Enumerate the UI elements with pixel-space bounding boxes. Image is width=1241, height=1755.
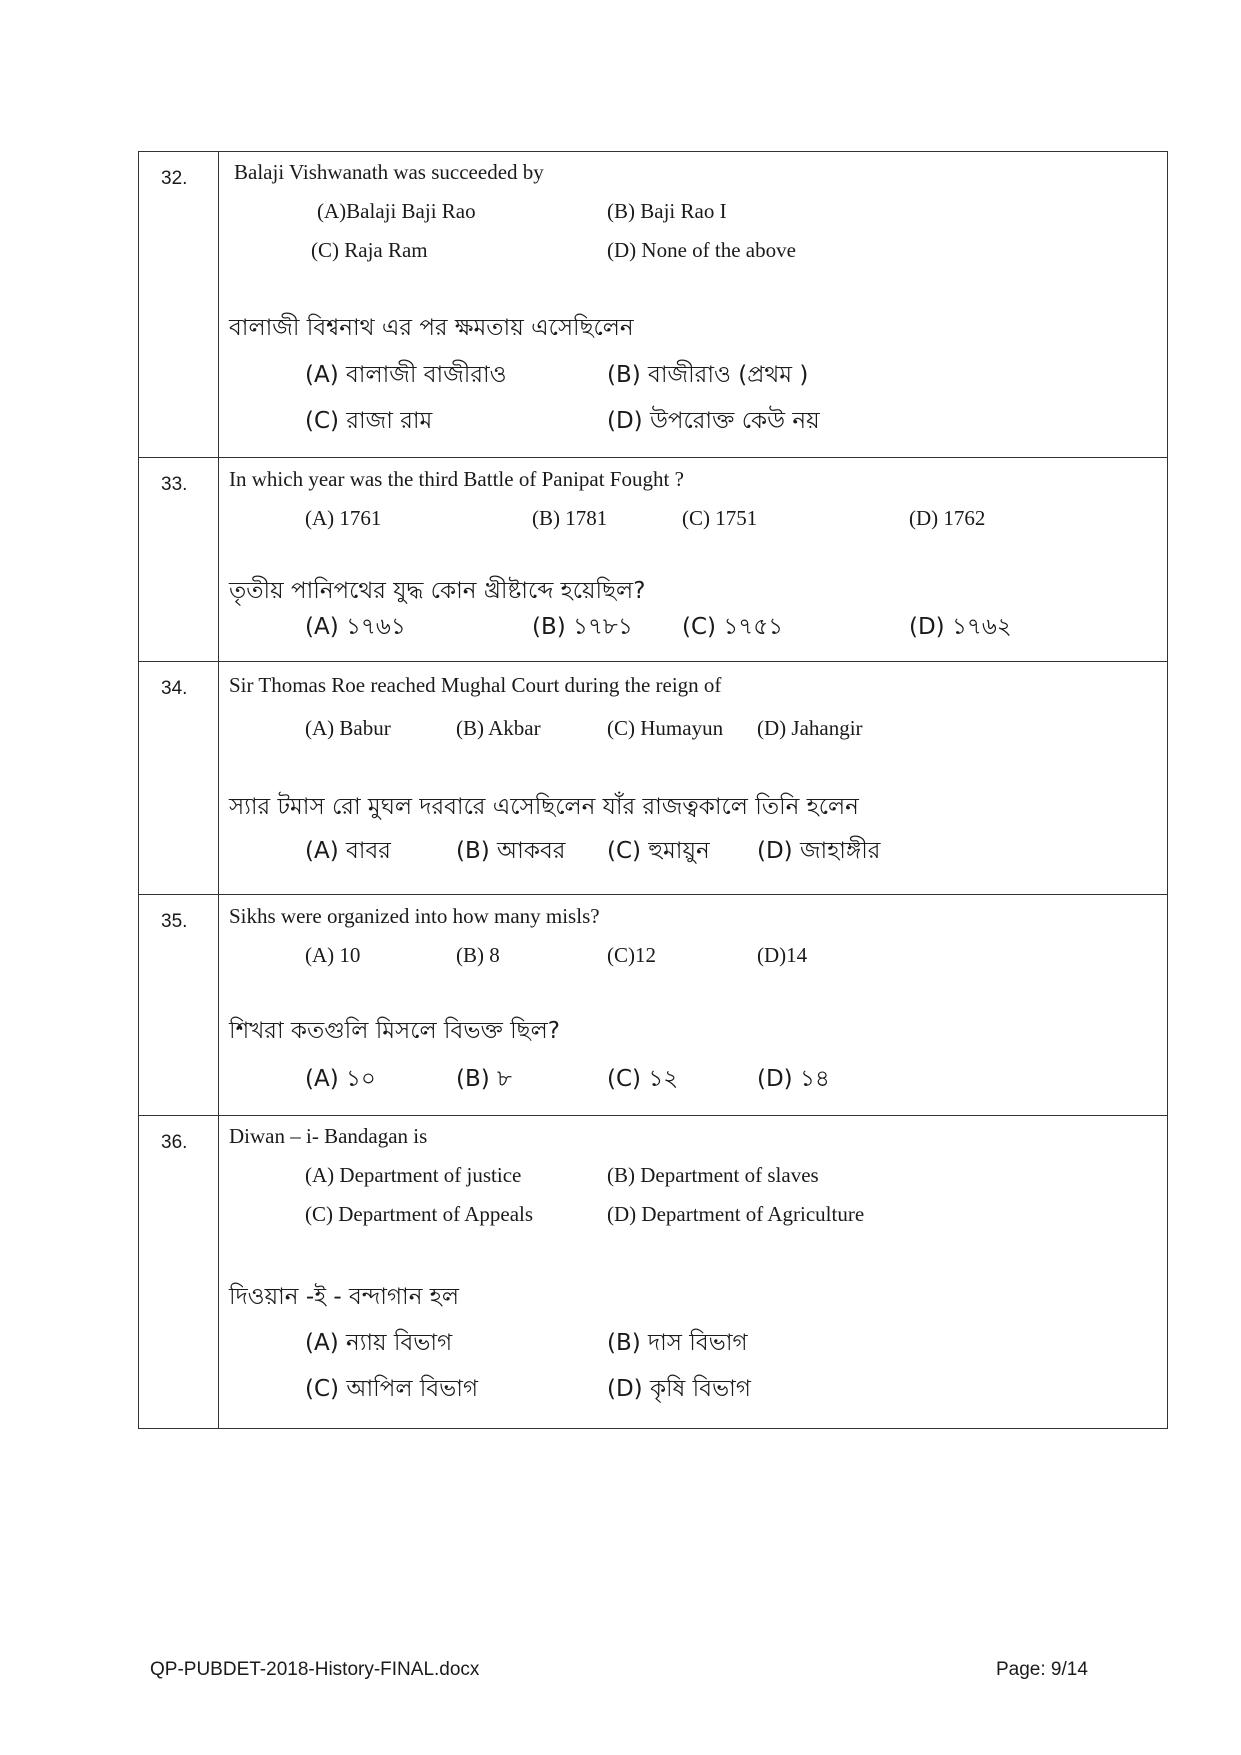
question-row — [139, 895, 1168, 1116]
question-row — [139, 458, 1168, 662]
option-c-bn: (C) রাজা রাম — [305, 408, 433, 434]
question-row — [139, 662, 1168, 895]
option-c-bn: (C) আপিল বিভাগ — [305, 1376, 479, 1402]
question-row — [139, 1116, 1168, 1429]
question-text-en: Sir Thomas Roe reached Mughal Court during the reign of — [229, 673, 722, 697]
option-c-en: (C) Raja Ram — [311, 238, 428, 262]
option-a-en: (A)Balaji Baji Rao — [317, 199, 476, 223]
question-text-bn: শিখরা কতগুলি মিসলে বিভক্ত ছিল? — [229, 1018, 560, 1044]
option-c-en: (C) 1751 — [682, 506, 758, 530]
option-d-en: (D) 1762 — [909, 506, 986, 530]
question-body — [219, 1116, 1168, 1429]
option-a-bn: (A) ১০ — [305, 1066, 376, 1092]
option-c-bn: (C) ১২ — [607, 1066, 679, 1092]
question-number: 33. — [139, 458, 219, 662]
footer-page-number: Page: 9/14 — [996, 1659, 1088, 1680]
question-number: 32. — [139, 152, 219, 458]
option-b-en: (B) Akbar — [456, 716, 541, 740]
option-a-en: (A) 10 — [305, 943, 361, 967]
option-d-bn: (D) ১৭৬২ — [909, 614, 1012, 640]
option-a-bn: (A) ১৭৬১ — [305, 614, 406, 640]
question-text-bn: স্যার টমাস রো মুঘল দরবারে এসেছিলেন যাঁর রাজত্বকালে তিনি হলেন — [229, 794, 859, 820]
question-text-bn: দিওয়ান -ই - বন্দাগান হল — [229, 1284, 459, 1310]
question-body — [219, 458, 1168, 662]
option-b-bn: (B) ১৭৮১ — [532, 614, 633, 640]
option-a-bn: (A) বাবর — [305, 838, 391, 864]
option-b-en: (B) 1781 — [532, 506, 608, 530]
option-d-en: (D) Department of Agriculture — [607, 1202, 865, 1226]
option-b-bn: (B) আকবর — [456, 838, 566, 864]
question-number: 36. — [139, 1116, 219, 1429]
option-d-en: (D) None of the above — [607, 238, 796, 262]
question-body — [219, 895, 1168, 1116]
option-d-bn: (D) উপরোক্ত কেউ নয় — [607, 408, 820, 434]
option-d-bn: (D) ১৪ — [757, 1066, 830, 1092]
option-c-bn: (C) হুমায়ুন — [607, 838, 710, 864]
option-a-en: (A) Department of justice — [305, 1163, 522, 1187]
question-text-en: In which year was the third Battle of Panipat Fought ? — [229, 467, 684, 491]
option-b-bn: (B) বাজীরাও (প্রথম ) — [607, 362, 809, 388]
option-b-en: (B) Department of slaves — [607, 1163, 819, 1187]
question-table — [138, 151, 1168, 1429]
option-b-bn: (B) দাস বিভাগ — [607, 1330, 748, 1356]
option-b-en: (B) 8 — [456, 943, 500, 967]
question-number: 34. — [139, 662, 219, 895]
question-body — [219, 662, 1168, 895]
option-d-bn: (D) জাহাঙ্গীর — [757, 838, 881, 864]
question-text-bn: তৃতীয় পানিপথের যুদ্ধ কোন খ্রীষ্টাব্দে হয়েছিল? — [229, 578, 646, 604]
option-a-bn: (A) ন্যায় বিভাগ — [305, 1330, 453, 1356]
question-number: 35. — [139, 895, 219, 1116]
question-text-en: Balaji Vishwanath was succeeded by — [234, 160, 544, 184]
option-b-bn: (B) ৮ — [456, 1066, 512, 1092]
option-d-bn: (D) কৃষি বিভাগ — [607, 1376, 751, 1402]
option-c-en: (C) Department of Appeals — [305, 1202, 534, 1226]
question-body — [219, 152, 1168, 458]
option-a-en: (A) 1761 — [305, 506, 382, 530]
question-text-en: Diwan – i- Bandagan is — [229, 1124, 428, 1148]
option-c-en: (C) Humayun — [607, 716, 724, 740]
option-d-en: (D) Jahangir — [757, 716, 863, 740]
question-row — [139, 152, 1168, 458]
option-a-bn: (A) বালাজী বাজীরাও — [305, 362, 507, 388]
option-d-en: (D)14 — [757, 943, 808, 967]
option-c-bn: (C) ১৭৫১ — [682, 614, 784, 640]
question-text-en: Sikhs were organized into how many misls? — [229, 904, 600, 928]
footer-filename: QP-PUBDET-2018-History-FINAL.docx — [150, 1659, 480, 1680]
option-a-en: (A) Babur — [305, 716, 391, 740]
question-text-bn: বালাজী বিশ্বনাথ এর পর ক্ষমতায় এসেছিলেন — [229, 315, 634, 341]
option-c-en: (C)12 — [607, 943, 656, 967]
option-b-en: (B) Baji Rao I — [607, 199, 727, 223]
